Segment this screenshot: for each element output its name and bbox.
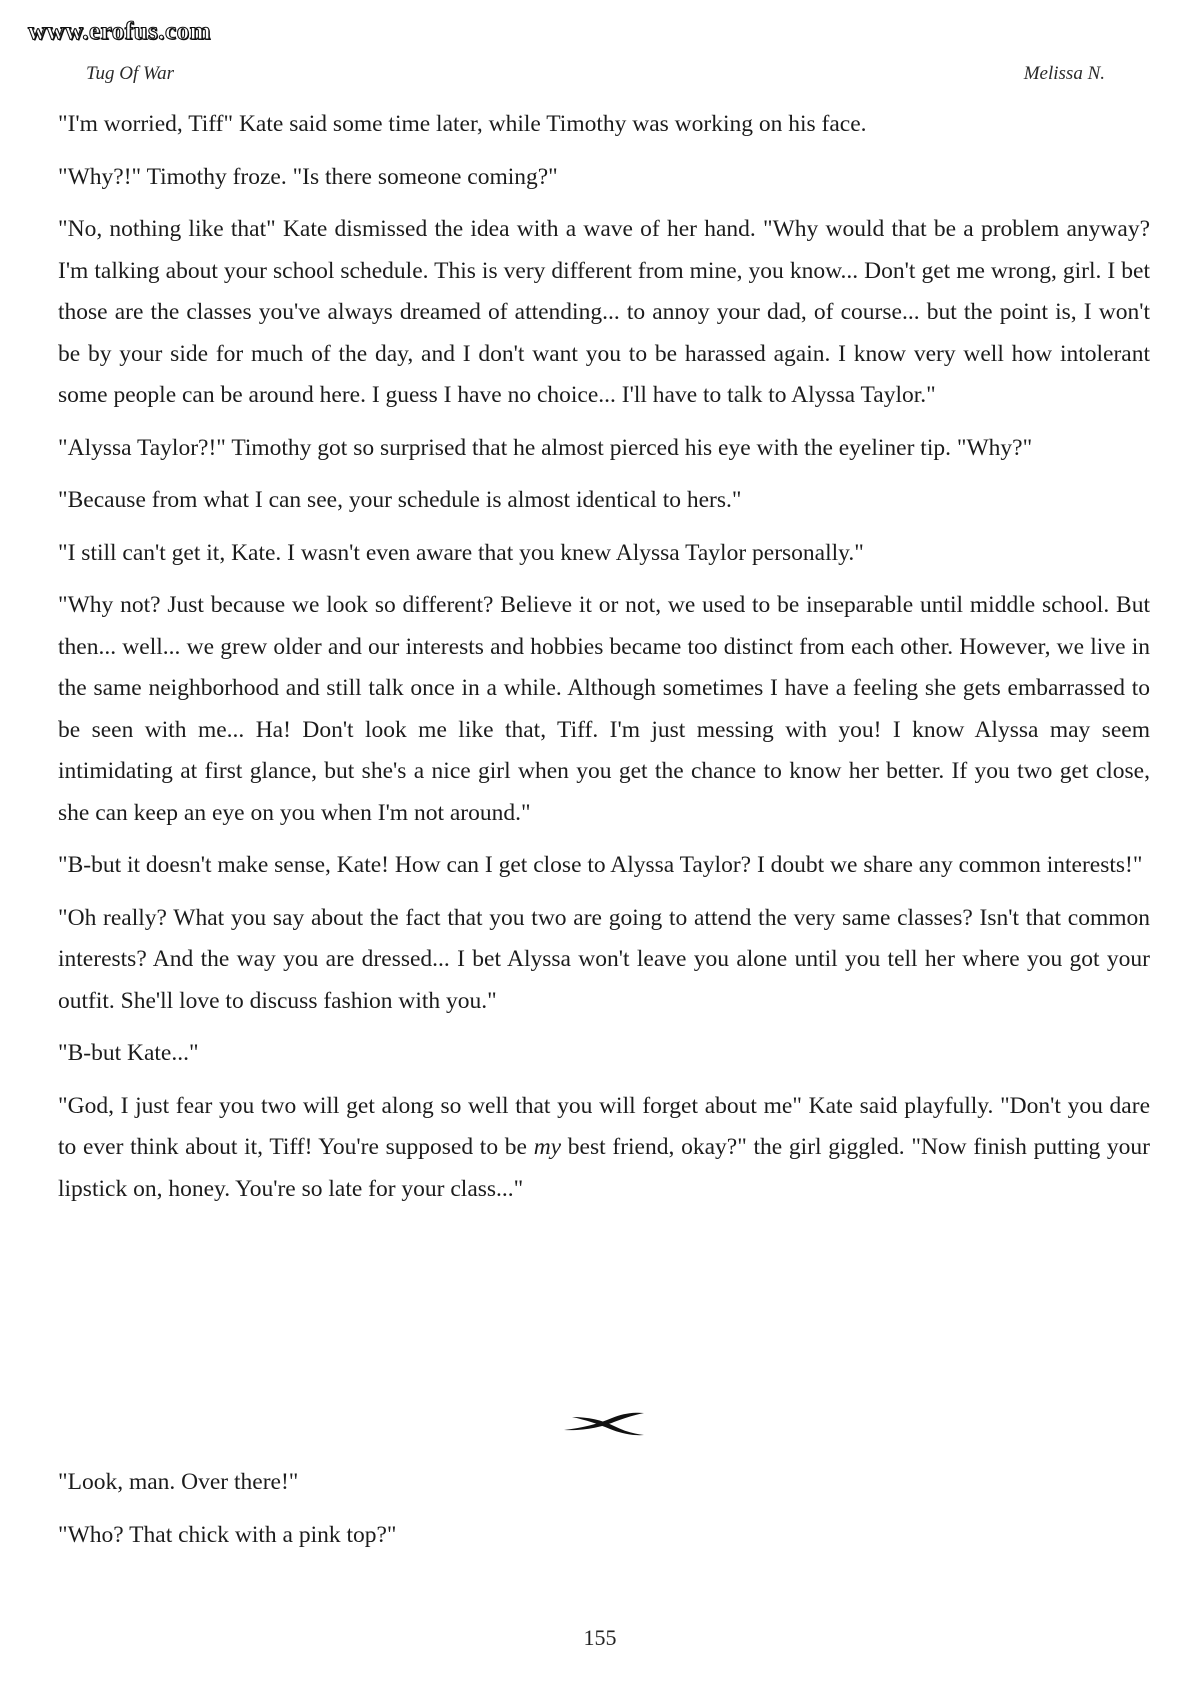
running-header: [86, 63, 1105, 85]
paragraph: "Alyssa Taylor?!" Timothy got so surprised that he almost pierced his eye with the eyeliner tip. "Why?": [58, 434, 1033, 461]
paragraph: "Why?!" Timothy froze. "Is there someone coming?": [58, 163, 558, 190]
after-scene-break: [58, 1462, 1150, 1567]
paragraph: "B-but it doesn't make sense, Kate! How can I get close to Alyssa Taylor? I doubt we share any common interests!": [58, 852, 1143, 878]
paragraph: "I still can't get it, Kate. I wasn't even aware that you knew Alyssa Taylor personally.": [58, 539, 864, 566]
book-title: Tug Of War: [86, 63, 174, 84]
paragraph: "B-but Kate...": [58, 1040, 199, 1066]
paragraph: "Look, man. Over there!": [58, 1469, 299, 1495]
paragraph-with-emphasis: [58, 1086, 1150, 1211]
page-number: 155: [583, 1625, 617, 1650]
paragraph-part: best friend, okay?" the girl giggled. "Now finish putting your lipstick on, honey. You're so late for your class...": [58, 1134, 1150, 1202]
paragraph: "Who? That chick with a pink top?": [58, 1521, 397, 1548]
paragraph: "No, nothing like that" Kate dismissed the idea with a wave of her hand. "Why would that be a problem anyway? I'm talking about your school schedule. This is very different from mine, you know... Don't get me wrong, girl. I bet those are the classes you've always dreamed of attending... to annoy your dad, of course... but the point is, I won't be by your side for much of the day, and I don't want you to be harassed again. I know very well how intolerant some people can be around here. I guess I have no choice... I'll have to talk to Alyssa Taylor.": [58, 216, 1150, 408]
paragraph-part: "God, I just fear you two will get along so well that you will forget about me" Kate said playfully. "Don't you dare to ever think about it, Tiff! You're supposed to be: [58, 1092, 1150, 1160]
paragraph: "Because from what I can see, your schedule is almost identical to hers.": [58, 487, 742, 513]
emphasis-word: my: [533, 1134, 562, 1160]
watermark: www.erofus.com: [28, 18, 211, 45]
paragraph: "Why not? Just because we look so different? Believe it or not, we used to be inseparable until middle school. But then... well... we grew older and our interests and hobbies became too distinct from each other. However, we live in the same neighborhood and still talk once in a while. Although sometimes I have a feeling she gets embarrassed to be seen with me... Ha! Don't look me like that, Tiff. I'm just messing with you! I know Alyssa may seem intimidating at first glance, but she's a nice girl when you get the chance to know her better. If you two get close, she can keep an eye on you when I'm not around.": [58, 592, 1150, 826]
body-text: [58, 104, 1150, 1221]
author-name: Melissa N.: [1023, 63, 1105, 84]
paragraph: "Oh really? What you say about the fact that you two are going to attend the very same classes? Isn't that common interests? And the way you are dressed... I bet Alyssa won't leave you alone until you tell her where you got your outfit. She'll love to discuss fashion with you.": [58, 904, 1150, 1014]
paragraph: "I'm worried, Tiff" Kate said some time later, while Timothy was working on his face.: [58, 111, 867, 137]
scene-break-ornament-icon: [562, 1410, 646, 1438]
